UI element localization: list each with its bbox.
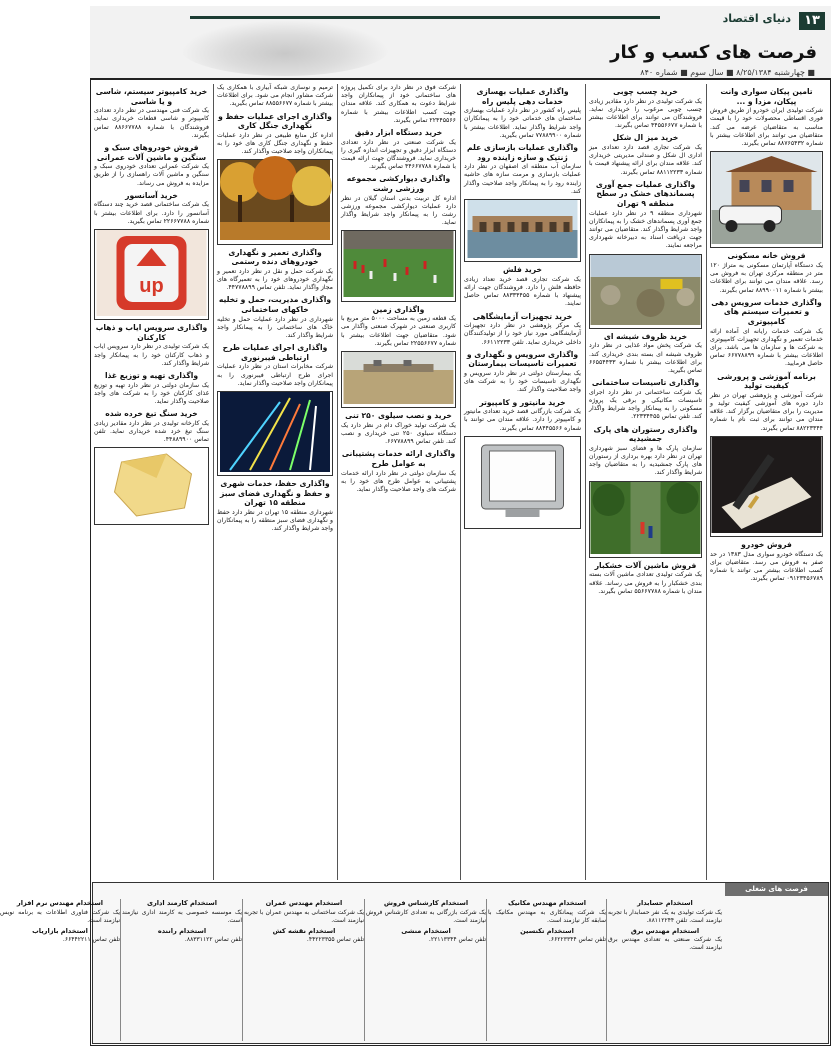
house-car-photo bbox=[710, 151, 823, 248]
item-body: یک مرکز پژوهشی در نظر دارد تجهیزات آزمایشگاهی مورد نیاز خود را از تولیدکنندگان داخلی خریداری نماید. تلفن ۶۶۱۱۲۲۳۳. bbox=[464, 322, 581, 346]
jobs-column bbox=[122, 897, 242, 1043]
job-heading: استخدام مهندس مکانیک bbox=[507, 899, 587, 907]
jobs-box bbox=[0, 882, 829, 1044]
item-body: یک شرکت صنعتی در نظر دارد تعدادی دستگاه ابزار دقیق و تجهیزات اندازه گیری را خریداری نماید. فروشندگان جهت ارائه قیمت با شماره ۴۴۶۶۷۷۸۸ تماس بگیرند. bbox=[341, 138, 456, 171]
item-heading: واگذاری عملیات بازسازی علم ژنتیک و سازه زاینده رود bbox=[467, 143, 578, 162]
page-number: ۱۳ bbox=[799, 12, 825, 30]
item-heading: فروش خودروهای سبک و سنگین و ماشین آلات عمرانی bbox=[96, 143, 207, 162]
column-divider bbox=[460, 84, 461, 880]
column-5 bbox=[217, 84, 333, 880]
item-heading: خرید تجهیزات آزمایشگاهی bbox=[472, 311, 573, 321]
item-heading: خرید میز ال شکل bbox=[612, 133, 679, 143]
jobs-column bbox=[0, 897, 120, 1043]
job-heading: استخدام مهندس عمران bbox=[265, 899, 343, 907]
item-heading: فروش خودرو bbox=[741, 540, 792, 550]
item-body: یک شرکت تولید خوراک دام در نظر دارد یک دستگاه سیلوی ۲۵۰ تنی خریداری و نصب کند. تلفن تماس ۶۶۷۷۸۸۹۹. bbox=[341, 421, 456, 446]
globe-graphic bbox=[180, 20, 390, 76]
item-body: یک شرکت حمل و نقل در نظر دارد تعمیر و نگهداری خودروهای خود را به تعمیرگاه های مجاز واگذار نماید. تلفن تماس ۴۴۷۷۸۸۹۹. bbox=[217, 267, 333, 292]
item-body: یک شرکت ساختمانی در نظر دارد اجرای تاسیسات مکانیکی و برقی یک پروژه مسکونی را به پیمانکار واجد شرایط واگذار کند. تلفن تماس ۲۲۳۳۴۴۵۵. bbox=[589, 388, 702, 421]
item-body: یک شرکت بازرگانی قصد خرید تعدادی مانیتور و کامپیوتر را دارد. علاقه مندان می توانند با شماره ۸۸۴۴۵۵۶۶ تماس بگیرند. bbox=[464, 408, 581, 432]
item-body: سازمان پارک ها و فضای سبز شهرداری تهران در نظر دارد بهره برداری از رستوران های پارک جمشیدیه را به متقاضیان واجد شرایط واگذار کند. bbox=[589, 444, 702, 477]
item-body: یک دستگاه آپارتمان مسکونی به متراژ ۱۲۰ متر در منطقه مرکزی تهران به فروش می رسد. علاقه مندان می توانند برای اطلاعات بیشتر با شماره ۸۸۹۹۰۰۱۱ تماس بگیرند. bbox=[710, 262, 823, 294]
column-divider bbox=[337, 84, 338, 880]
fiber-optic-photo bbox=[217, 391, 333, 476]
column-6 bbox=[94, 84, 209, 880]
page-title: فرصت های کسب و کار bbox=[610, 42, 817, 63]
item-body: یک کارخانه تولیدی در نظر دارد مقادیر زیادی سنگ تیغ خرد شده خریداری نماید. تلفن تماس ۴۴۸۸۹۹۰۰. bbox=[94, 419, 209, 444]
item-body: یک شرکت ساختمانی قصد خرید چند دستگاه آسانسور را دارد. برای اطلاعات بیشتر با شماره ۲۲۶۶۷۷۸۸ تماس بگیرید. bbox=[94, 201, 209, 225]
item-body: یک شرکت تولیدی در نظر دارد سرویس ایاب و ذهاب کارکنان خود را به پیمانکار واجد شرایط واگذار کند. bbox=[94, 343, 209, 367]
item-body: یک شرکت پخش مواد غذایی در نظر دارد ظروف شیشه ای بسته بندی خریداری کند. برای اطلاعات بیشتر با شماره ۶۶۵۵۴۴۳۳ تماس بگیرید. bbox=[589, 342, 702, 375]
item-heading: واگذاری عملیات بهسازی خدمات دهی پلیس راه bbox=[476, 87, 569, 106]
job-body: تلفن تماس ۶۶۲۲۳۳۴۴. bbox=[548, 936, 606, 944]
item-heading: خرید مانیتور و کامپیوتر bbox=[479, 397, 566, 407]
job-heading: استخدام نقشه کش bbox=[272, 926, 336, 935]
job-heading: استخدام کارشناس فروش bbox=[383, 899, 469, 907]
header-rule bbox=[190, 16, 660, 19]
jobs-column bbox=[488, 897, 606, 1043]
item-heading: فروش ماشین آلات خشکبار bbox=[594, 560, 697, 570]
item-body: یک بیمارستان دولتی در نظر دارد سرویس و نگهداری تاسیسات خود را به شرکت های واجد صلاحیت واگذار کند. bbox=[464, 370, 581, 394]
item-heading: خرید دستگاه ابزار دقیق bbox=[354, 128, 443, 138]
item-body: شهرداری در نظر دارد عملیات حمل و تخلیه خاک های ساختمانی را به پیمانکار واجد شرایط واگذار کند. bbox=[217, 315, 333, 339]
jobs-column bbox=[608, 897, 722, 1043]
item-body: یک شرکت تجاری قصد خرید تعداد زیادی حافظه فلش را دارد. فروشندگان جهت ارائه پیشنهاد با شماره ۸۸۳۳۴۴۵۵ تماس حاصل نمایند. bbox=[464, 275, 581, 308]
jobs-divider bbox=[242, 899, 243, 1041]
item-body: یک قطعه زمین به مساحت ۵۰۰۰ متر مربع با کاربری صنعتی در شهرک صنعتی واگذار می شود. متقاضیان جهت اطلاعات بیشتر با شماره ۲۲۵۵۶۶۷۷ تماس بگیرند. bbox=[341, 315, 456, 347]
job-body: یک شرکت پیمانکاری به مهندس مکانیک با سابقه کار نیازمند است. bbox=[488, 908, 606, 924]
item-heading: واگذاری مدیریت، حمل و تخلیه خاکهای ساختمانی bbox=[218, 295, 332, 314]
item-body: ترمیم و نوسازی شبکه آبیاری با همکاری یک شرکت مشاور انجام می شود. برای اطلاعات بیشتر با شماره ۸۸۵۵۶۶۷۷ تماس بگیرید. bbox=[217, 84, 333, 108]
item-heading: واگذاری زمین bbox=[372, 304, 425, 314]
jobs-column bbox=[244, 897, 364, 1043]
job-body: تلفن تماس ۴۴۲۲۳۳۵۵. bbox=[306, 936, 364, 944]
job-body: یک موسسه خصوصی به کارمند اداری نیازمند است. bbox=[122, 908, 242, 924]
column-divider bbox=[213, 84, 214, 880]
column-1 bbox=[710, 84, 823, 880]
job-body: تلفن تماس ۲۲۱۱۳۳۴۴. bbox=[428, 936, 486, 944]
stadium-photo bbox=[341, 230, 456, 301]
job-body: تلفن تماس ۸۸۳۳۱۱۲۲. bbox=[184, 936, 242, 944]
item-body: شرکت مخابرات استان در نظر دارد عملیات اجرای طرح ارتباطی فیبرنوری را به پیمانکاران واجد صلاحیت واگذار نماید. bbox=[217, 363, 333, 387]
jobs-column bbox=[366, 897, 486, 1043]
item-heading: واگذاری ارائه خدمات پشتیبانی به عوامل طرح bbox=[341, 449, 456, 469]
item-body: یک شرکت تولیدی تعدادی ماشین آلات بسته بندی خشکبار را به فروش می رساند. علاقه مندان با شماره ۵۵۶۶۷۷۸۸ تماس بگیرند. bbox=[589, 571, 702, 595]
page-header bbox=[90, 6, 831, 80]
item-heading: واگذاری تاسیسات ساختمانی bbox=[591, 378, 700, 388]
item-heading: واگذاری عملیات جمع آوری پسماندهای خشک در سطح منطقه ۹ تهران bbox=[595, 179, 696, 208]
column-2 bbox=[589, 84, 702, 880]
job-heading: استخدام منشی bbox=[401, 926, 451, 935]
khaju-bridge-photo bbox=[464, 199, 581, 262]
park-photo bbox=[589, 481, 702, 558]
monitor-photo bbox=[464, 436, 581, 529]
jobs-label: فرصت های شغلی bbox=[725, 883, 828, 896]
brand-name: دنیای اقتصاد bbox=[722, 12, 791, 25]
item-heading: فروش خانه مسکونی bbox=[727, 251, 806, 261]
item-body: یک شرکت تولیدی در نظر دارد مقادیر زیادی چسب چوبی مرغوب را خریداری نماید. فروشندگان می توانند برای اطلاعات بیشتر با شماره ۴۴۵۵۶۶۷۷ تماس بگیرند. bbox=[589, 97, 702, 130]
landfill-photo bbox=[589, 254, 702, 329]
jobs-divider bbox=[486, 899, 487, 1041]
job-heading: استخدام تکنسین bbox=[520, 926, 574, 935]
item-heading: خرید ظروف شیشه ای bbox=[603, 331, 688, 341]
svg-text:up: up bbox=[139, 275, 164, 297]
item-body: شرکت آموزشی و پژوهشی تهران در نظر دارد دوره های آموزشی کیفیت تولید و مدیریت را برای متقاضیان برگزار کند. علاقه مندان می توانند برای ثبت نام با شماره ۸۸۲۲۳۳۴۴ تماس بگیرند. bbox=[710, 391, 823, 432]
item-body: شهرداری منطقه ۹ در نظر دارد عملیات جمع آوری پسماندهای خشک را به پیمانکاران واجد شرایط واگذار کند. متقاضیان می توانند جهت دریافت اسناد به دبیرخانه شهرداری مراجعه نمایند. bbox=[589, 209, 702, 250]
item-body: شهرداری منطقه ۱۵ تهران در نظر دارد حفظ و نگهداری فضای سبز منطقه را به پیمانکاران واجد شرایط واگذار کند. bbox=[217, 508, 333, 533]
column-divider bbox=[585, 84, 586, 880]
item-heading: واگذاری تهیه و توزیع غذا bbox=[104, 371, 199, 380]
item-body: پلیس راه کشور در نظر دارد عملیات بهسازی ساختمان های خدماتی خود را به پیمانکاران واجد شرایط واگذار نماید. اطلاعات بیشتر با شماره ۷۷۸۸۹۹۰۰ تماس بگیرید. bbox=[464, 107, 581, 139]
item-body: یک شرکت خدمات رایانه ای آماده ارائه خدمات تعمیر و نگهداری تجهیزات کامپیوتری به شرکت ها و سازمان ها می باشد. برای اطلاعات بیشتر با شماره ۶۶۷۷۸۸۹۹ تماس حاصل فرمایید. bbox=[710, 327, 823, 368]
jobs-divider bbox=[120, 899, 121, 1041]
item-heading: تامین پیکان سواری وانت پیکان، مزدا و ... bbox=[720, 87, 813, 106]
item-heading: واگذاری تعمیر و نگهداری خودروهای دنده رستمی bbox=[228, 247, 322, 267]
item-heading: واگذاری اجرای عملیات حفظ و نگهداری جنگل کاری bbox=[218, 111, 332, 131]
item-body: یک شرکت فنی مهندسی در نظر دارد تعدادی کامپیوتر و شاسی قطعات خریداری نماید. فروشندگان با شماره ۸۸۶۶۷۷۸۸ تماس بگیرند. bbox=[94, 107, 209, 139]
item-heading: واگذاری سرویس ایاب و ذهاب کارکنان bbox=[95, 323, 208, 342]
job-heading: استخدام حسابدار bbox=[637, 899, 693, 907]
item-body: یک شرکت عمرانی تعدادی خودروی سبک و سنگین و ماشین آلات راهسازی را از طریق مزایده به فروش می رساند. bbox=[94, 163, 209, 187]
dateline: ■ چهارشنبه ۸/۲۵/۱۳۸۴ ■ سال سوم ■ شماره ۸۴۰ bbox=[640, 68, 815, 77]
jobs-divider bbox=[606, 899, 607, 1041]
item-body: شرکت فوق در نظر دارد برای تکمیل پروژه های ساختمانی خود از پیمانکاران واجد شرایط دعوت به همکاری کند. علاقه مندان جهت کسب اطلاعات بیشتر با شماره ۲۲۴۴۵۵۶۶ تماس بگیرند. bbox=[341, 84, 456, 124]
item-body: یک دستگاه خودرو سواری مدل ۱۳۸۳ در حد صفر به فروش می رسد. متقاضیان برای کسب اطلاعات بیشتر می توانند با شماره ۰۹۱۲۳۴۵۶۷۸۹ تماس بگیرند. bbox=[710, 550, 824, 583]
item-heading: خرید کامپیوتر سیستم، شاسی و یا شاسی bbox=[95, 87, 208, 106]
item-heading: خرید سنگ تیغ خرده شده bbox=[105, 409, 198, 419]
item-heading: واگذاری رستوران های پارک جمشیدیه bbox=[593, 424, 698, 444]
item-body: اداره کل تربیت بدنی استان گیلان در نظر دارد عملیات دیوارکشی مجموعه ورزشی رشت را به پیمانکار واجد شرایط واگذار نماید. bbox=[341, 194, 456, 227]
column-4 bbox=[341, 84, 456, 880]
column-3 bbox=[464, 84, 581, 880]
jobs-divider bbox=[364, 899, 365, 1041]
item-heading: خرید و نصب سیلوی ۲۵۰ تنی bbox=[345, 411, 452, 421]
item-heading: برنامه آموزشی و پرورشی کیفیت تولید bbox=[717, 371, 816, 391]
job-heading: استخدام مهندس برق bbox=[630, 926, 700, 935]
job-heading: استخدام کارمند اداری bbox=[146, 899, 218, 907]
item-heading: واگذاری حفظ، خدمات شهری و حفظ و نگهداری فضای سبز منطقه ۱۵ تهران bbox=[220, 479, 330, 508]
item-body: اداره کل منابع طبیعی در نظر دارد عملیات حفظ و نگهداری جنگل کاری های خود را به پیمانکاران واجد صلاحیت واگذار کند. bbox=[217, 131, 333, 156]
item-body: سازمان آب منطقه ای اصفهان در نظر دارد عملیات بازسازی و مرمت سازه های حاشیه زاینده رود را به پیمانکار واجد صلاحیت واگذار کند. bbox=[464, 163, 581, 195]
item-heading: خرید آسانسور bbox=[125, 190, 178, 200]
item-body: شرکت تولیدی ایران خودرو از طریق فروش فوری اقساطی محصولات خود را با قیمت مناسب به متقاضیان عرضه می کند. متقاضیان می توانند برای اطلاعات بیشتر با شماره ۸۸۷۶۵۴۳۲ تماس بگیرند. bbox=[710, 107, 823, 147]
item-heading: خرید فلش bbox=[503, 265, 542, 275]
pen-writing-photo bbox=[710, 436, 823, 537]
job-heading: استخدام بازاریاب bbox=[32, 926, 88, 935]
job-body: یک شرکت بازرگانی به تعدادی کارشناس فروش نیازمند است. bbox=[366, 908, 486, 924]
item-heading: واگذاری اجرای عملیات طرح ارتباطی فیبرنوری bbox=[222, 343, 328, 362]
item-body: یک سازمان دولتی در نظر دارد ارائه خدمات پشتیبانی به عوامل طرح های خود را به شرکت های واجد صلاحیت واگذار نماید. bbox=[341, 469, 456, 494]
job-body: یک شرکت صنعتی به تعدادی مهندس برق نیازمند است. bbox=[608, 936, 722, 952]
field-photo bbox=[341, 351, 456, 408]
job-heading: استخدام راننده bbox=[157, 926, 207, 935]
job-body: تلفن تماس ۶۶۴۴۲۲۱۱. bbox=[62, 936, 120, 944]
item-body: یک شرکت تجاری قصد دارد تعدادی میز اداری ال شکل و صندلی مدیریتی خریداری کند. علاقه مندان برای ارائه پیشنهاد قیمت با شماره ۸۸۱۱۲۲۳۳ تماس بگیرند. bbox=[589, 144, 702, 176]
item-heading: واگذاری خدمات سرویس دهی و تعمیرات سیستم های کامپیوتری bbox=[711, 297, 822, 326]
job-body: یک شرکت تولیدی به یک نفر حسابدار با تجربه نیازمند است. تلفن ۸۸۱۱۲۲۴۴. bbox=[608, 908, 722, 924]
job-body: یک شرکت ساختمانی به مهندس عمران با تجربه نیازمند است. bbox=[244, 908, 364, 924]
autumn-forest-photo bbox=[217, 159, 333, 244]
item-heading: خرید چسب چوبی bbox=[613, 87, 678, 96]
up-elevator-photo bbox=[94, 229, 209, 320]
item-body: یک سازمان دولتی در نظر دارد تهیه و توزیع غذای کارکنان خود را به شرکت های واجد صلاحیت واگذار نماید. bbox=[94, 381, 209, 405]
column-divider bbox=[706, 84, 707, 880]
job-heading: استخدام مهندس نرم افزار bbox=[16, 899, 104, 907]
item-heading: واگذاری سرویس و نگهداری و تعمیرات تاسیسات بیمارستان bbox=[466, 349, 579, 369]
item-heading: واگذاری دیوارکشی مجموعه ورزشی رشت bbox=[346, 174, 451, 194]
stone-photo bbox=[94, 447, 209, 524]
job-body: یک شرکت فناوری اطلاعات به برنامه نویس نیازمند است. bbox=[0, 908, 120, 924]
